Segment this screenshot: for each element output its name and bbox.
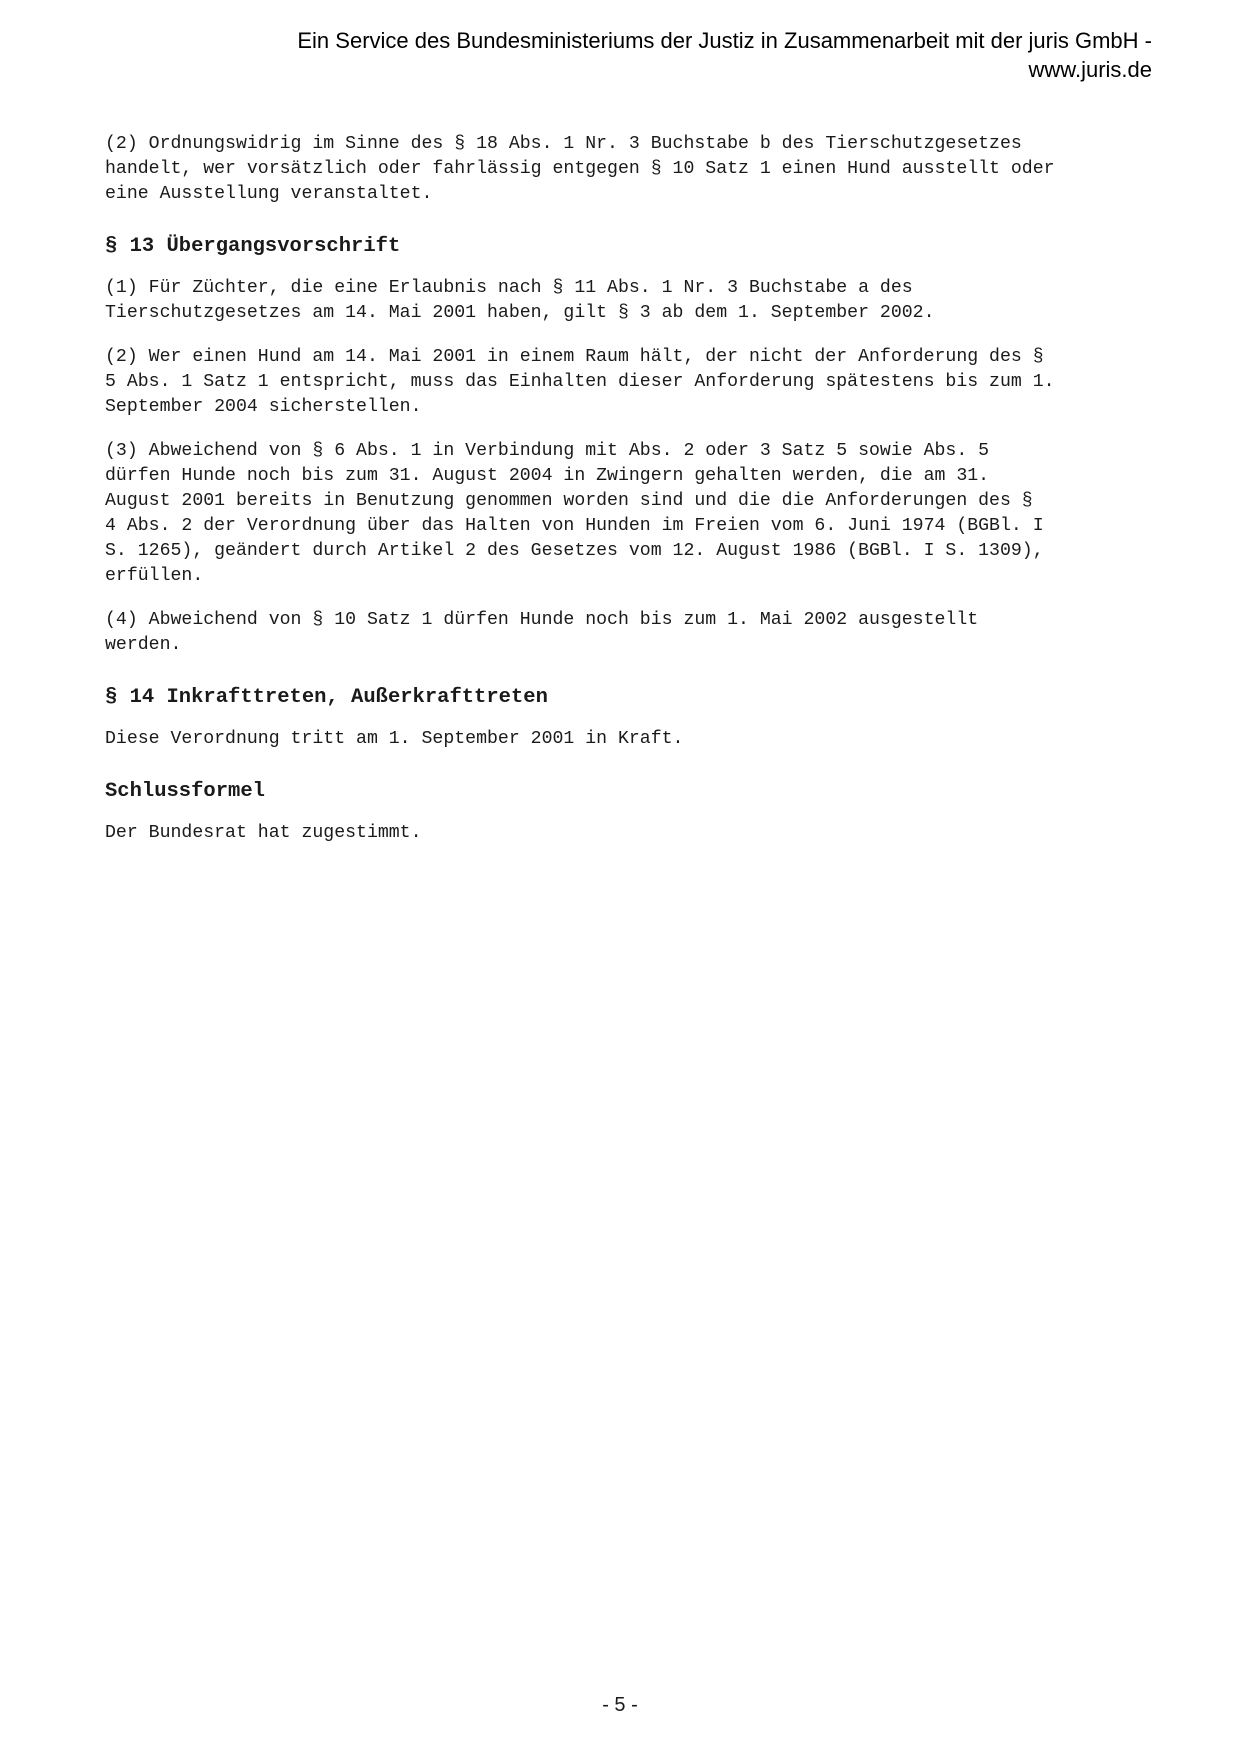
paragraph xyxy=(105,821,1205,846)
text-line: Diese Verordnung tritt am 1. September 2001 in Kraft. xyxy=(105,729,684,749)
text-line: 5 Abs. 1 Satz 1 entspricht, muss das Einhalten dieser Anforderung spätestens bis zum 1. xyxy=(105,372,1055,392)
text-line: September 2004 sicherstellen. xyxy=(105,397,422,417)
text-line: (2) Ordnungswidrig im Sinne des § 18 Abs. 1 Nr. 3 Buchstabe b des Tierschutzgesetzes xyxy=(105,134,1022,154)
page-header xyxy=(152,26,1152,84)
text-line: Tierschutzgesetzes am 14. Mai 2001 haben, gilt § 3 ab dem 1. September 2002. xyxy=(105,303,935,323)
text-line: eine Ausstellung veranstaltet. xyxy=(105,184,433,204)
text-line: S. 1265), geändert durch Artikel 2 des Gesetzes vom 12. August 1986 (BGBl. I S. 1309), xyxy=(105,541,1044,561)
text-line: Der Bundesrat hat zugestimmt. xyxy=(105,823,422,843)
paragraph xyxy=(105,132,1205,207)
section-heading: § 14 Inkrafttreten, Außerkrafttreten xyxy=(105,686,548,709)
text-line: (2) Wer einen Hund am 14. Mai 2001 in einem Raum hält, der nicht der Anforderung des § xyxy=(105,347,1044,367)
paragraph xyxy=(105,608,1205,658)
text-line: August 2001 bereits in Benutzung genommen worden sind und die die Anforderungen des § xyxy=(105,491,1033,511)
section-13 xyxy=(105,233,1205,658)
section-heading: § 13 Übergangsvorschrift xyxy=(105,235,401,258)
header-line-1: Ein Service des Bundesministeriums der Justiz in Zusammenarbeit mit der juris GmbH - xyxy=(297,28,1152,53)
paragraph xyxy=(105,727,1205,752)
section-12-continuation xyxy=(105,132,1205,207)
section-schlussformel xyxy=(105,778,1205,846)
text-line: werden. xyxy=(105,635,182,655)
paragraph xyxy=(105,276,1205,326)
document-body xyxy=(105,132,1205,865)
text-line: (4) Abweichend von § 10 Satz 1 dürfen Hunde noch bis zum 1. Mai 2002 ausgestellt xyxy=(105,610,979,630)
text-line: dürfen Hunde noch bis zum 31. August 2004 in Zwingern gehalten werden, die am 31. xyxy=(105,466,990,486)
text-line: 4 Abs. 2 der Verordnung über das Halten von Hunden im Freien vom 6. Juni 1974 (BGBl. I xyxy=(105,516,1044,536)
paragraph xyxy=(105,439,1205,589)
text-line: handelt, wer vorsätzlich oder fahrlässig entgegen § 10 Satz 1 einen Hund ausstellt oder xyxy=(105,159,1055,179)
header-line-2: www.juris.de xyxy=(1028,57,1152,82)
section-14 xyxy=(105,684,1205,752)
page-number: - 5 - xyxy=(602,1694,638,1716)
paragraph xyxy=(105,345,1205,420)
text-line: erfüllen. xyxy=(105,566,204,586)
text-line: (3) Abweichend von § 6 Abs. 1 in Verbindung mit Abs. 2 oder 3 Satz 5 sowie Abs. 5 xyxy=(105,441,990,461)
section-heading: Schlussformel xyxy=(105,780,265,803)
text-line: (1) Für Züchter, die eine Erlaubnis nach § 11 Abs. 1 Nr. 3 Buchstabe a des xyxy=(105,278,913,298)
